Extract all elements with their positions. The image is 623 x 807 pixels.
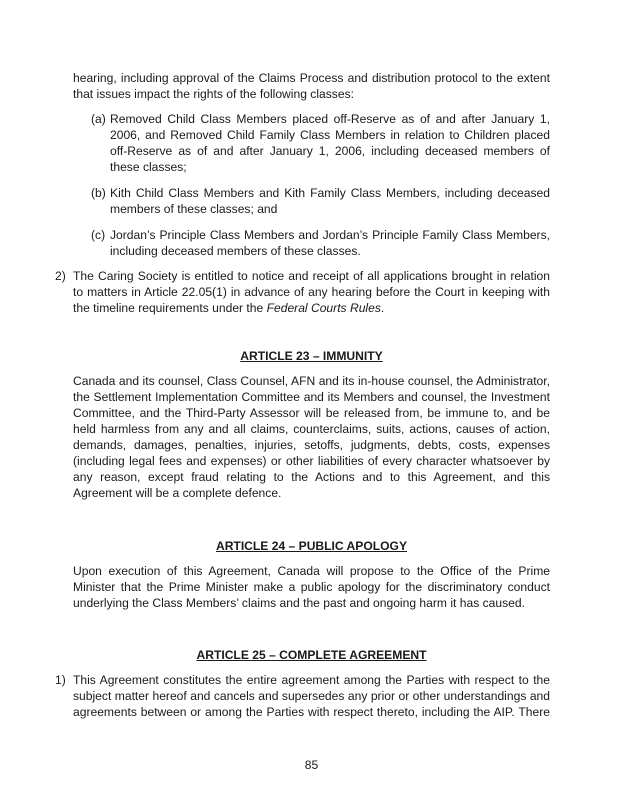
article-23-body: Canada and its counsel, Class Counsel, AFN and its in-house counsel, the Administrator, the Settlement Implementation Committee and its Members and counsel, the Investment Committee, and the Third-Party Assessor will be released from, be immune to, and be held harmless from any and all claims, counterclaims, suits, actions, causes of action, demands, damages, penalties, injuries, setoffs, judgments, debts, costs, expenses (including legal fees and expenses) or other liabilities of every character whatsoever by any reason, except fraud relating to the Actions and to this Agreement, and this Agreement will be a complete defence.: [73, 374, 550, 500]
clause-marker: 1): [55, 673, 66, 687]
list-marker: (b): [91, 186, 106, 200]
article-24-heading: [0, 538, 623, 554]
clause-text-main: The Caring Society is entitled to notice and receipt of all applications brought in relation to matters in Article 22.05(1) in advance of any hearing before the Court in keeping with the timeline requirements under the: [73, 269, 550, 315]
heading-text: ARTICLE 23 – IMMUNITY: [240, 349, 383, 363]
clause-text-end: .: [380, 301, 385, 315]
class-item-a: [91, 111, 550, 175]
heading-text: ARTICLE 25 – COMPLETE AGREEMENT: [196, 648, 427, 662]
article-25-clause-1: [55, 672, 550, 720]
federal-courts-rules-citation: Federal Courts Rules: [266, 301, 381, 315]
heading-text: ARTICLE 24 – PUBLIC APOLOGY: [215, 539, 408, 553]
list-item-text: Jordan’s Principle Class Members and Jordan’s Principle Family Class Members, including deceased members of these classes.: [110, 228, 550, 258]
article-25-heading: [0, 647, 623, 663]
intro-line-1: hearing, including approval of the Claims Process and distribution protocol to the extent: [73, 71, 550, 85]
clause-text: [73, 268, 550, 316]
list-item-text: Removed Child Class Members placed off-Reserve as of and after January 1, 2006, and Removed Child Family Class Members in relation to Children placed off-Reserve as of and after January 1, 2006, including deceased members of these classes;: [110, 112, 550, 174]
list-item-text: Kith Child Class Members and Kith Family Class Members, including deceased members of these classes; and: [110, 186, 550, 216]
class-item-b: [91, 185, 550, 217]
intro-line-2: that issues impact the rights of the following classes:: [73, 87, 354, 101]
page-number: 85: [304, 758, 319, 772]
article-23-heading: [0, 348, 623, 364]
article-24-body: Upon execution of this Agreement, Canada will propose to the Office of the Prime Minister that the Prime Minister make a public apology for the discriminatory conduct underlying the Class Members’ claims and the past and ongoing harm it has caused.: [73, 564, 550, 610]
clause-text: This Agreement constitutes the entire agreement among the Parties with respect to the subject matter hereof and cancels and supersedes any prior or other understandings and agreements between or among the Parties with respect thereto, including the AIP. There: [73, 673, 550, 719]
list-marker: (a): [91, 112, 106, 126]
list-marker: (c): [91, 228, 106, 242]
intro-paragraph: [73, 70, 550, 102]
clause-marker: 2): [55, 269, 66, 283]
clause-2: [55, 268, 550, 316]
class-item-c: [91, 227, 550, 259]
